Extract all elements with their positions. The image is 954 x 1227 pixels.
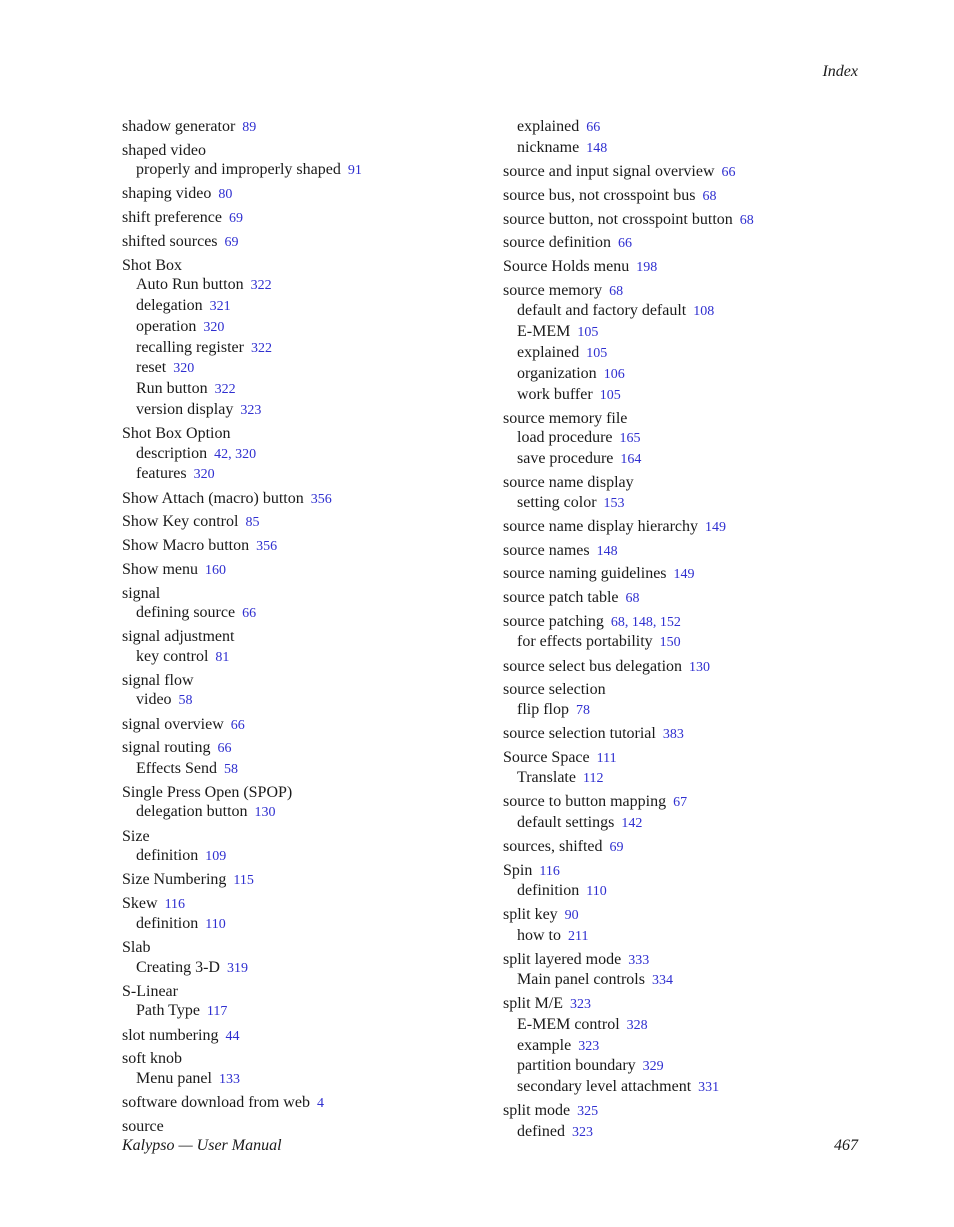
- index-entry: [122, 982, 482, 1001]
- index-entry: [122, 894, 482, 914]
- page-reference-link[interactable]: 150: [659, 635, 681, 651]
- index-term: definition: [136, 846, 199, 864]
- index-term: secondary level attachment: [517, 1078, 692, 1096]
- page-reference-link[interactable]: 66: [586, 120, 601, 135]
- index-entry: [503, 748, 863, 768]
- index-subentry: [503, 301, 863, 322]
- page-reference-link[interactable]: 81: [215, 649, 230, 665]
- page-reference-link[interactable]: 149: [705, 519, 727, 535]
- page-reference-link[interactable]: 80: [218, 187, 233, 203]
- index-entry: [122, 232, 482, 252]
- index-term: split mode: [503, 1102, 571, 1120]
- page-reference-link[interactable]: 331: [698, 1080, 720, 1096]
- index-term: properly and improperly shaped: [136, 161, 341, 179]
- page-reference-link[interactable]: 323: [571, 1124, 593, 1140]
- index-term: Shot Box: [122, 256, 183, 274]
- page-reference-link[interactable]: 322: [214, 382, 236, 398]
- index-entry: [122, 536, 482, 556]
- index-term: Size: [122, 827, 150, 845]
- index-term: delegation: [136, 296, 203, 314]
- index-term: S-Linear: [122, 983, 178, 1001]
- page-reference-link[interactable]: 66: [242, 606, 257, 622]
- index-entry: [503, 905, 863, 925]
- index-entry: [503, 210, 863, 230]
- index-entry: [503, 680, 863, 699]
- page-reference-link[interactable]: 112: [582, 771, 604, 787]
- index-entry: [122, 141, 482, 160]
- index-entry: [122, 627, 482, 646]
- index-entry: [122, 117, 482, 137]
- index-entry: [503, 1101, 863, 1121]
- page-reference-link[interactable]: 68: [625, 591, 640, 607]
- index-term: signal overview: [122, 715, 224, 733]
- index-column-left: [122, 117, 482, 1136]
- page-reference-link[interactable]: 68: [609, 283, 624, 299]
- index-term: shift preference: [122, 209, 222, 227]
- index-entry: [503, 861, 863, 881]
- index-subentry: [122, 1069, 482, 1090]
- page-reference-link[interactable]: 110: [205, 917, 226, 933]
- index-term: source and input signal overview: [503, 162, 715, 180]
- index-term: source button, not crosspoint button: [503, 210, 733, 228]
- index-term: organization: [517, 364, 597, 382]
- page-reference-link[interactable]: 130: [689, 659, 711, 675]
- page-reference-link[interactable]: 160: [205, 562, 226, 578]
- page-reference-link[interactable]: 105: [586, 345, 608, 361]
- index-entry: [503, 409, 863, 428]
- page-reference-link[interactable]: 117: [206, 1004, 228, 1020]
- index-entry: [503, 994, 863, 1014]
- index-subentry: [503, 700, 863, 721]
- index-term: Source Space: [503, 748, 590, 766]
- footer-title: Kalypso — User Manual: [122, 1137, 282, 1154]
- page-reference-link[interactable]: 85: [245, 515, 260, 531]
- index-term: Shot Box Option: [122, 425, 231, 443]
- index-entry: [122, 424, 482, 443]
- index-term: Path Type: [136, 1002, 200, 1020]
- page-reference-link[interactable]: 91: [347, 163, 362, 179]
- index-subentry: [503, 138, 863, 159]
- index-term: version display: [136, 400, 234, 418]
- index-subentry: [122, 1001, 482, 1022]
- page-reference-link[interactable]: 66: [617, 236, 632, 252]
- index-term: description: [136, 444, 208, 462]
- page-reference-link[interactable]: 356: [310, 491, 332, 507]
- index-subentry: [122, 275, 482, 296]
- index-entry: [122, 208, 482, 228]
- index-term: explained: [517, 118, 580, 135]
- index-term: Skew: [122, 894, 158, 912]
- index-subentry: [122, 358, 482, 379]
- page-reference-link[interactable]: 105: [577, 325, 599, 341]
- index-subentry: [122, 603, 482, 624]
- page-reference-link[interactable]: 142: [621, 815, 643, 831]
- index-entry: [503, 837, 863, 857]
- page-reference-link[interactable]: 111: [596, 750, 617, 766]
- index-entry: [503, 950, 863, 970]
- page-reference-link[interactable]: 133: [218, 1071, 240, 1087]
- page-reference-link[interactable]: 148: [586, 140, 608, 156]
- index-term: shifted sources: [122, 232, 218, 250]
- index-term: how to: [517, 926, 561, 944]
- index-entry: [503, 541, 863, 561]
- index-subentry: [122, 846, 482, 867]
- index-subentry: [503, 385, 863, 406]
- index-entry: [503, 724, 863, 744]
- index-term: Show menu: [122, 560, 198, 578]
- index-term: defining source: [136, 604, 236, 622]
- page-reference-link[interactable]: 69: [609, 839, 624, 855]
- index-entry: [503, 281, 863, 301]
- index-entry: [122, 560, 482, 580]
- index-term: signal adjustment: [122, 628, 235, 646]
- index-term: shadow generator: [122, 118, 236, 135]
- index-subentry: [503, 117, 863, 138]
- page-reference-link[interactable]: 110: [586, 884, 607, 900]
- index-term: source patch table: [503, 589, 619, 607]
- index-term: source name display: [503, 474, 634, 492]
- index-entry: [122, 827, 482, 846]
- running-header: Index: [822, 63, 858, 80]
- index-term: software download from web: [122, 1094, 310, 1112]
- index-term: Show Macro button: [122, 537, 250, 555]
- index-entry: [122, 1117, 482, 1136]
- index-subentry: [122, 958, 482, 979]
- index-term: partition boundary: [517, 1057, 636, 1075]
- index-subentry: [503, 632, 863, 653]
- page-reference-link[interactable]: 328: [626, 1017, 648, 1033]
- page-reference-link[interactable]: 211: [568, 928, 589, 944]
- page-reference-link[interactable]: 4: [316, 1096, 324, 1112]
- index-term: definition: [517, 882, 580, 900]
- index-term: defined: [517, 1122, 565, 1140]
- index-term: sources, shifted: [503, 837, 603, 855]
- index-term: flip flop: [517, 700, 569, 718]
- index-entry: [122, 1049, 482, 1068]
- index-term: example: [517, 1036, 572, 1054]
- index-term: Run button: [136, 380, 208, 398]
- page-reference-link[interactable]: 164: [620, 451, 642, 467]
- index-term: Single Press Open (SPOP): [122, 783, 293, 801]
- index-term: source memory file: [503, 409, 628, 427]
- page-reference-link[interactable]: 42, 320: [214, 446, 257, 462]
- index-subentry: [122, 690, 482, 711]
- index-entry: [503, 657, 863, 677]
- index-entry: [122, 489, 482, 509]
- page-reference-link[interactable]: 78: [576, 702, 590, 718]
- page-reference-link[interactable]: 69: [228, 211, 243, 227]
- index-term: video: [136, 691, 172, 709]
- index-term: features: [136, 465, 187, 483]
- index-term: source definition: [503, 234, 611, 252]
- index-term: operation: [136, 317, 197, 335]
- index-term: Slab: [122, 939, 151, 957]
- index-term: soft knob: [122, 1050, 182, 1068]
- page-reference-link[interactable]: 153: [603, 495, 625, 511]
- index-entry: [503, 612, 863, 632]
- index-subentry: [122, 759, 482, 780]
- index-term: shaped video: [122, 141, 206, 159]
- index-entry: [122, 512, 482, 532]
- index-subentry: [122, 802, 482, 823]
- index-subentry: [122, 379, 482, 400]
- page-reference-link[interactable]: 44: [225, 1028, 240, 1044]
- index-term: reset: [136, 359, 167, 377]
- index-term: nickname: [517, 138, 580, 156]
- index-subentry: [503, 926, 863, 947]
- page-reference-link[interactable]: 148: [596, 543, 618, 559]
- index-entry: [122, 184, 482, 204]
- index-subentry: [122, 338, 482, 359]
- page-reference-link[interactable]: 116: [164, 896, 186, 912]
- index-term: source memory: [503, 281, 603, 299]
- page-reference-link[interactable]: 325: [577, 1104, 599, 1120]
- index-subentry: [503, 813, 863, 834]
- index-term: delegation button: [136, 803, 248, 821]
- index-entry: [503, 257, 863, 277]
- index-term: E-MEM control: [517, 1015, 620, 1033]
- index-term: source naming guidelines: [503, 565, 667, 583]
- page-reference-link[interactable]: 165: [619, 431, 641, 447]
- index-term: source name display hierarchy: [503, 517, 699, 535]
- page-reference-link[interactable]: 356: [256, 539, 278, 555]
- page-reference-link[interactable]: 321: [209, 298, 231, 314]
- index-subentry: [122, 444, 482, 465]
- page-reference-link[interactable]: 329: [642, 1059, 664, 1075]
- index-term: Main panel controls: [517, 971, 645, 989]
- page-reference-link[interactable]: 334: [651, 973, 673, 989]
- page-reference-link[interactable]: 323: [240, 402, 262, 418]
- index-term: source select bus delegation: [503, 657, 683, 675]
- index-term: E-MEM: [517, 323, 571, 341]
- index-entry: [503, 792, 863, 812]
- index-term: recalling register: [136, 338, 244, 356]
- index-subentry: [503, 428, 863, 449]
- page-reference-link[interactable]: 58: [178, 693, 193, 709]
- index-entry: [122, 783, 482, 802]
- index-entry: [503, 473, 863, 492]
- page-reference-link[interactable]: 69: [224, 234, 239, 250]
- index-term: source names: [503, 541, 590, 559]
- page-reference-link[interactable]: 130: [254, 805, 276, 821]
- footer-page-number: 467: [834, 1137, 858, 1154]
- index-subentry: [503, 881, 863, 902]
- page-reference-link[interactable]: 149: [673, 567, 695, 583]
- index-term: source bus, not crosspoint bus: [503, 186, 696, 204]
- index-subentry: [503, 1056, 863, 1077]
- index-term: default settings: [517, 813, 615, 831]
- index-subentry: [503, 1122, 863, 1143]
- page-reference-link[interactable]: 320: [173, 361, 195, 377]
- index-term: work buffer: [517, 385, 593, 403]
- index-subentry: [122, 400, 482, 421]
- page-reference-link[interactable]: 105: [599, 387, 621, 403]
- page-reference-link[interactable]: 106: [603, 366, 625, 382]
- index-term: Auto Run button: [136, 276, 244, 294]
- page-reference-link[interactable]: 58: [224, 761, 239, 777]
- index-subentry: [122, 317, 482, 338]
- page-reference-link[interactable]: 320: [193, 467, 215, 483]
- index-entry: [122, 671, 482, 690]
- index-entry: [503, 564, 863, 584]
- page-reference-link[interactable]: 322: [250, 278, 272, 294]
- index-term: split M/E: [503, 995, 564, 1013]
- index-entry: [503, 588, 863, 608]
- page-reference-link[interactable]: 68, 148, 152: [610, 614, 681, 630]
- page-reference-link[interactable]: 319: [226, 960, 248, 976]
- page-reference-link[interactable]: 67: [673, 795, 688, 811]
- index-entry: [503, 186, 863, 206]
- index-term: signal routing: [122, 739, 211, 757]
- index-term: Size Numbering: [122, 871, 227, 889]
- index-subentry: [503, 364, 863, 385]
- index-subentry: [122, 464, 482, 485]
- page-reference-link[interactable]: 323: [570, 997, 592, 1013]
- index-subentry: [122, 914, 482, 935]
- index-term: Spin: [503, 861, 533, 879]
- index-subentry: [503, 322, 863, 343]
- page-reference-link[interactable]: 323: [578, 1038, 600, 1054]
- index-subentry: [503, 1077, 863, 1098]
- index-term: Show Attach (macro) button: [122, 489, 304, 507]
- index-term: definition: [136, 915, 199, 933]
- page-reference-link[interactable]: 198: [636, 260, 658, 276]
- index-subentry: [503, 1015, 863, 1036]
- index-term: Show Key control: [122, 513, 239, 531]
- index-term: source to button mapping: [503, 793, 667, 811]
- index-term: source selection: [503, 681, 606, 699]
- index-entry: [122, 584, 482, 603]
- page-reference-link[interactable]: 68: [702, 188, 717, 204]
- index-term: Menu panel: [136, 1069, 212, 1087]
- page-reference-link[interactable]: 108: [693, 304, 715, 320]
- index-term: load procedure: [517, 429, 613, 447]
- index-subentry: [503, 449, 863, 470]
- index-term: source: [122, 1117, 164, 1135]
- index-entry: [122, 1093, 482, 1113]
- index-term: setting color: [517, 493, 597, 511]
- page-reference-link[interactable]: 90: [564, 908, 579, 924]
- index-subentry: [122, 160, 482, 181]
- index-term: source patching: [503, 612, 604, 630]
- index-term: source selection tutorial: [503, 724, 656, 742]
- index-subentry: [122, 647, 482, 668]
- index-term: explained: [517, 343, 580, 361]
- page-reference-link[interactable]: 333: [628, 952, 650, 968]
- page-reference-link[interactable]: 383: [662, 726, 684, 742]
- page-reference-link[interactable]: 66: [721, 164, 736, 180]
- index-entry: [122, 938, 482, 957]
- index-term: split layered mode: [503, 950, 622, 968]
- index-subentry: [503, 970, 863, 991]
- index-subentry: [122, 296, 482, 317]
- page-reference-link[interactable]: 320: [203, 319, 225, 335]
- index-term: Translate: [517, 769, 576, 787]
- index-term: signal flow: [122, 671, 194, 689]
- index-entry: [122, 738, 482, 758]
- index-term: split key: [503, 906, 558, 924]
- page-reference-link[interactable]: 89: [242, 120, 257, 135]
- index-subentry: [503, 343, 863, 364]
- index-term: for effects portability: [517, 633, 653, 651]
- index-term: Effects Send: [136, 759, 218, 777]
- index-term: default and factory default: [517, 302, 687, 320]
- index-subentry: [503, 493, 863, 514]
- index-term: save procedure: [517, 449, 614, 467]
- index-entry: [122, 256, 482, 275]
- index-entry: [503, 517, 863, 537]
- page-reference-link[interactable]: 115: [233, 873, 254, 889]
- index-column-right: [503, 117, 863, 1143]
- index-entry: [122, 870, 482, 890]
- index-term: signal: [122, 584, 161, 602]
- index-term: shaping video: [122, 185, 212, 203]
- index-entry: [503, 233, 863, 253]
- page-reference-link[interactable]: 66: [217, 741, 232, 757]
- page-reference-link[interactable]: 66: [230, 717, 245, 733]
- page-reference-link[interactable]: 116: [539, 863, 560, 879]
- index-term: Creating 3-D: [136, 958, 220, 976]
- index-term: Source Holds menu: [503, 258, 630, 276]
- index-entry: [503, 162, 863, 182]
- index-subentry: [503, 768, 863, 789]
- index-entry: [122, 1026, 482, 1046]
- index-subentry: [503, 1036, 863, 1057]
- index-entry: [122, 715, 482, 735]
- page-reference-link[interactable]: 109: [205, 848, 227, 864]
- index-term: key control: [136, 647, 209, 665]
- index-term: slot numbering: [122, 1026, 219, 1044]
- page-reference-link[interactable]: 322: [250, 340, 272, 356]
- page-reference-link[interactable]: 68: [739, 212, 754, 228]
